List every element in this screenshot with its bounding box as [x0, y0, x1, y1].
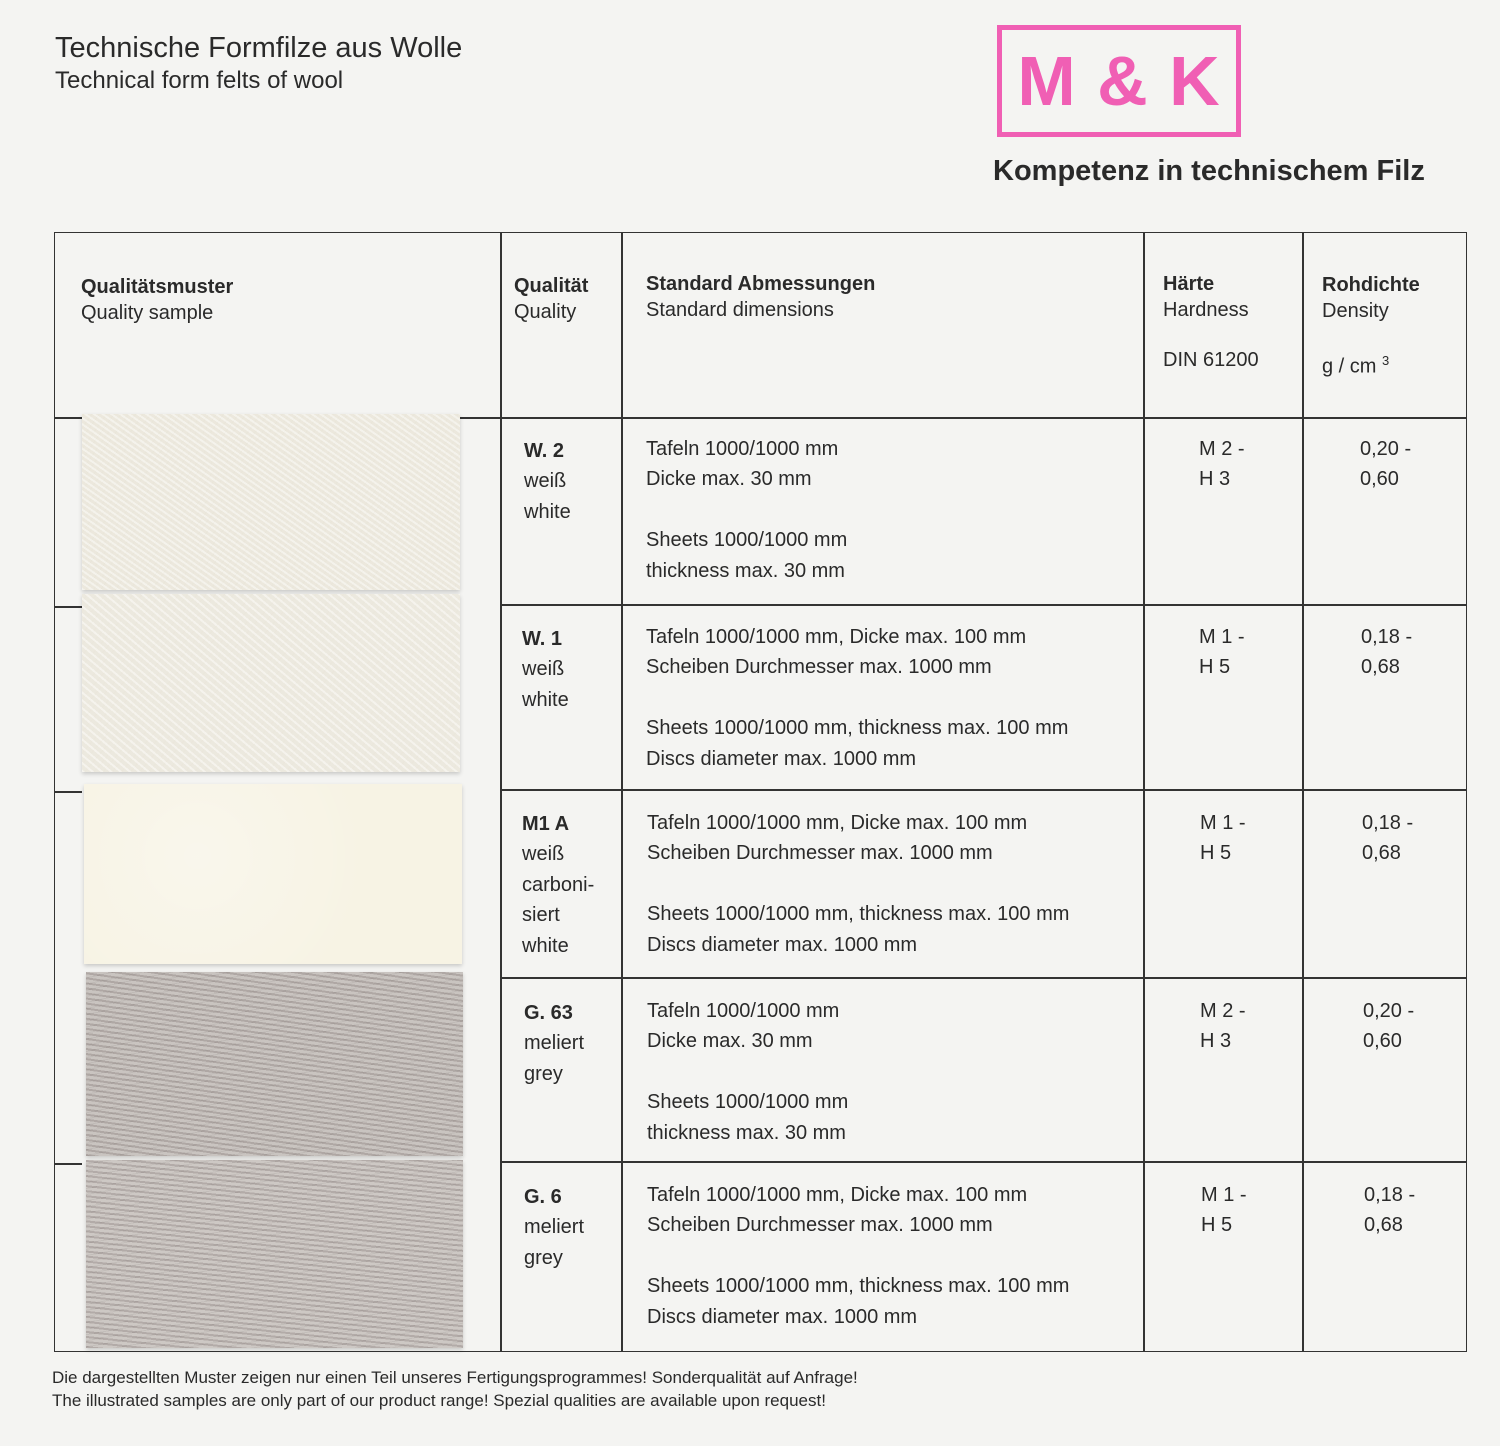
dimensions-line: Tafeln 1000/1000 mm [646, 438, 839, 460]
row-divider [500, 1161, 1467, 1163]
dimensions-cell [646, 434, 847, 586]
quality-cell [524, 1182, 584, 1273]
column-header-quality-en: Quality [514, 301, 577, 323]
column-header-density-en: Density [1322, 300, 1389, 322]
hardness-line: M 1 - [1201, 1184, 1247, 1206]
quality-line: weiß [522, 658, 565, 681]
quality-line: weiß [522, 843, 565, 866]
hardness-line: H 5 [1200, 842, 1232, 865]
hardness-line: H 5 [1201, 1214, 1233, 1237]
dimensions-line: thickness max. 30 mm [647, 1121, 846, 1144]
density-unit-text: g / cm [1322, 355, 1377, 378]
column-header-hardness-unit: DIN 61200 [1163, 349, 1259, 371]
dimensions-line: Discs diameter max. 1000 mm [647, 1305, 918, 1328]
column-header-density [1322, 272, 1420, 380]
quality-code: G. 63 [524, 1002, 573, 1024]
density-cell [1362, 808, 1413, 869]
column-header-sample-de: Qualitätsmuster [81, 276, 234, 298]
quality-line: siert [522, 904, 560, 927]
dimensions-line: Sheets 1000/1000 mm, thickness max. 100 mm [647, 1275, 1070, 1298]
density-line: 0,20 - [1363, 1000, 1415, 1022]
quality-code: M1 A [522, 813, 570, 835]
hardness-line: M 1 - [1199, 626, 1245, 648]
document-title [55, 30, 462, 96]
quality-cell [522, 624, 569, 715]
felt-swatch-m1a [84, 784, 462, 964]
column-divider [621, 232, 623, 1352]
quality-line: meliert [524, 1216, 585, 1239]
column-header-dimensions-de: Standard Abmessungen [646, 273, 876, 295]
felt-swatch-w1 [82, 594, 460, 772]
density-line: 0,68 [1361, 656, 1400, 679]
felt-swatch-g6 [86, 1160, 463, 1348]
dimensions-cell [647, 996, 848, 1148]
row-divider [54, 791, 82, 793]
company-tagline: Kompetenz in technischem Filz [993, 155, 1425, 187]
quality-code: W. 2 [524, 440, 565, 462]
column-header-quality [514, 273, 588, 325]
quality-code: W. 1 [522, 628, 563, 650]
density-line: 0,60 [1363, 1030, 1402, 1053]
dimensions-line: Tafeln 1000/1000 mm, Dicke max. 100 mm [646, 626, 1027, 648]
logo-text: M & K [1017, 42, 1221, 120]
hardness-cell [1200, 808, 1246, 869]
footer-note-english: The illustrated samples are only part of our product range! Spezial qualities are available upon request! [52, 1391, 826, 1410]
dimensions-cell [647, 808, 1069, 960]
hardness-cell [1199, 622, 1245, 683]
dimensions-line: Dicke max. 30 mm [646, 468, 812, 491]
title-german: Technische Formfilze aus Wolle [55, 32, 463, 64]
dimensions-line: Scheiben Durchmesser max. 1000 mm [647, 842, 993, 865]
column-divider [1143, 232, 1145, 1352]
quality-code: G. 6 [524, 1186, 562, 1208]
hardness-line: H 3 [1199, 468, 1231, 491]
dimensions-line: Scheiben Durchmesser max. 1000 mm [647, 1214, 993, 1237]
quality-cell [524, 436, 571, 527]
dimensions-line: Sheets 1000/1000 mm, thickness max. 100 mm [647, 903, 1070, 926]
dimensions-line: Discs diameter max. 1000 mm [646, 747, 917, 770]
quality-line: weiß [524, 470, 567, 493]
quality-line: white [524, 500, 571, 523]
hardness-cell [1199, 434, 1245, 495]
density-line: 0,68 [1364, 1214, 1403, 1237]
column-header-density-unit [1322, 348, 1420, 380]
density-cell [1360, 434, 1411, 495]
quality-cell [524, 998, 584, 1089]
row-divider [500, 604, 1467, 606]
column-header-dimensions [646, 271, 875, 323]
quality-line: grey [524, 1062, 563, 1085]
column-divider [1302, 232, 1304, 1352]
dimensions-line: Tafeln 1000/1000 mm, Dicke max. 100 mm [647, 812, 1028, 834]
column-header-sample-en: Quality sample [81, 302, 214, 324]
column-header-quality-de: Qualität [514, 275, 589, 297]
column-divider [500, 232, 502, 1352]
dimensions-line: Dicke max. 30 mm [647, 1030, 813, 1053]
density-line: 0,18 - [1364, 1184, 1416, 1206]
density-cell [1364, 1180, 1415, 1241]
quality-line: white [522, 688, 569, 711]
density-line: 0,68 [1362, 842, 1401, 865]
row-divider [54, 1163, 82, 1165]
company-logo [997, 25, 1241, 137]
row-divider [54, 606, 82, 608]
dimensions-line: Scheiben Durchmesser max. 1000 mm [646, 656, 992, 679]
row-divider [500, 789, 1467, 791]
dimensions-line: Tafeln 1000/1000 mm [647, 1000, 840, 1022]
quality-line: grey [524, 1246, 563, 1269]
dimensions-line: Discs diameter max. 1000 mm [647, 933, 918, 956]
density-line: 0,20 - [1360, 438, 1412, 460]
dimensions-line: Sheets 1000/1000 mm, thickness max. 100 mm [646, 717, 1069, 740]
density-line: 0,18 - [1362, 812, 1414, 834]
hardness-line: M 1 - [1200, 812, 1246, 834]
dimensions-line: Tafeln 1000/1000 mm, Dicke max. 100 mm [647, 1184, 1028, 1206]
column-header-hardness-de: Härte [1163, 273, 1215, 295]
title-english: Technical form felts of wool [55, 67, 344, 94]
density-cell [1361, 622, 1412, 683]
dimensions-line: Sheets 1000/1000 mm [647, 1091, 849, 1114]
density-line: 0,18 - [1361, 626, 1413, 648]
footer-note [52, 1366, 858, 1412]
hardness-cell [1201, 1180, 1247, 1241]
dimensions-cell [647, 1180, 1069, 1332]
quality-line: carboni- [522, 873, 595, 896]
dimensions-line: Sheets 1000/1000 mm [646, 529, 848, 552]
quality-cell [522, 809, 594, 961]
quality-line: white [522, 934, 569, 957]
dimensions-line: thickness max. 30 mm [646, 559, 845, 582]
hardness-line: H 3 [1200, 1030, 1232, 1053]
hardness-line: H 5 [1199, 656, 1231, 679]
column-header-hardness [1163, 271, 1259, 373]
quality-line: meliert [524, 1032, 585, 1055]
hardness-line: M 2 - [1199, 438, 1245, 460]
density-line: 0,60 [1360, 468, 1399, 491]
row-divider [500, 977, 1467, 979]
hardness-line: M 2 - [1200, 1000, 1246, 1022]
column-header-hardness-en: Hardness [1163, 299, 1249, 321]
density-unit-superscript: 3 [1382, 353, 1390, 368]
felt-swatch-w2 [82, 414, 460, 590]
footer-note-german: Die dargestellten Muster zeigen nur einen Teil unseres Fertigungsprogrammes! Sonderqualität auf Anfrage! [52, 1368, 858, 1387]
column-header-density-de: Rohdichte [1322, 274, 1420, 296]
density-cell [1363, 996, 1414, 1057]
dimensions-cell [646, 622, 1068, 774]
felt-swatch-g63 [86, 972, 463, 1156]
column-header-sample [81, 274, 233, 326]
hardness-cell [1200, 996, 1246, 1057]
column-header-dimensions-en: Standard dimensions [646, 299, 834, 321]
